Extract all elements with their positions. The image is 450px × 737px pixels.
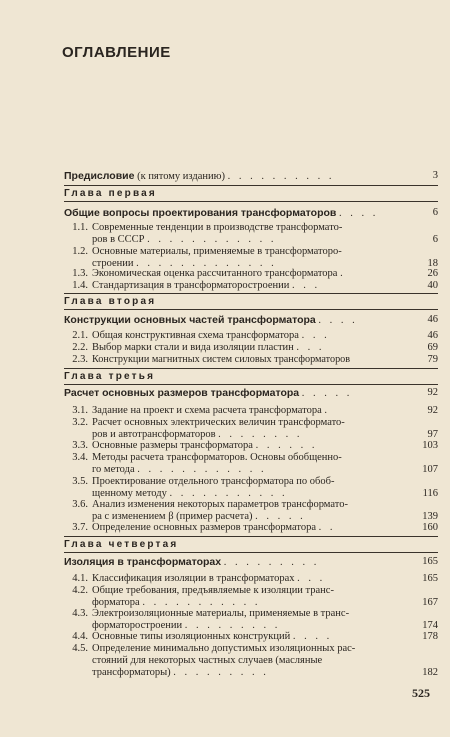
chapter-3-heading: Глава третья (64, 371, 156, 382)
divider (64, 201, 438, 202)
preface-dots: . . . . . . . . . . (227, 171, 335, 182)
chapter-4-subtitle: Изоляция в трансформаторах . . . . . . . . . 165 (64, 556, 438, 568)
toc-entry: 3.4. Методы расчета трансформаторов. Основы обобщенно- го метода . . . . . . . . . . . . 107 (72, 452, 438, 475)
divider (64, 536, 438, 537)
toc-entry: 4.2. Общие требования, предъявляемые к изоляции транс- форматора . . . . . . . . . . . 167 (72, 585, 438, 608)
divider (64, 368, 438, 369)
chapter-4-heading: Глава четвертая (64, 539, 179, 550)
chapter-1-heading: Глава первая (64, 188, 157, 199)
divider (64, 384, 438, 385)
toc-entry: 3.5. Проектирование отдельного трансформатора по обоб- щенному методу . . . . . . . . . . . 116 (72, 476, 438, 499)
chapter-2-subtitle: Конструкции основных частей трансформатора . . . . 46 (64, 314, 438, 326)
preface-page: 3 (432, 170, 438, 181)
chapter-2-heading: Глава вторая (64, 296, 157, 307)
chapter-1-subtitle: Общие вопросы проектирования трансформаторов . . . . 6 (64, 207, 438, 219)
divider (64, 309, 438, 310)
toc-entry: 1.2. Основные материалы, применяемые в трансформаторо- строении . . . . . . . . . . . . . 18 (72, 246, 438, 269)
toc-entry: 3.6. Анализ изменения некоторых параметров трансформато- ра с изменением β (пример расчета) . . . . . 139 (72, 499, 438, 522)
page-title: ОГЛАВЛЕНИЕ (62, 44, 171, 61)
toc-entry: 4.3. Электроизоляционные материалы, применяемые в транс- форматоростроении . . . . . . . . . 174 (72, 608, 438, 631)
toc-entry: 1.1. Современные тенденции в производстве трансформато- ров в СССР . . . . . . . . . . . . 6 (72, 222, 438, 245)
chapter-3-subtitle: Расчет основных размеров трансформатора . . . . . 92 (64, 387, 438, 399)
divider (64, 185, 438, 186)
preface-note: (к пятому изданию) (137, 171, 225, 182)
toc-page: ОГЛАВЛЕНИЕ Предисловие (к пятому изданию) . . . . . . . . . . 3 Глава первая Общие вопросы проектирования трансформаторов . . . . 6 1.1. Современные тенденции в производстве трансформато- ров в СССР . . . . . . . . . . . . 6 1.2. Основные материалы, применяемые в трансформаторо- строении . . . . . . . . . . . . . 18 1.3. Экономическая оценка рассчитанного трансформатора . 26 1.4. Стандартизация в трансформаторостроении . . . 40 Глава вторая Конструкции основных частей трансформатора . . . . 46 2.1. Общая конструктивная схема трансформатора . . . 46 2.2. Выбор марки стали и вида изоляции пластин . . . 69 2.3. Конструкции магнитных систем силовых трансформаторов 79 Глава третья Расчет основных размеров трансформатора . . . . . 92 3.1. Задание на проект и схема расчета трансформатора . 92 3.2. Расчет основных электрических величин трансформато- ров и автотрансформаторов . . . . . . . . 97 3.3. Основные размеры трансформатора . . . . . . 103 3.4. Методы расчета трансформаторов. Основы обобщенно- го метода . . . . . . . . . . . . 107 3.5. Проектирование отдельного трансформатора по обоб- щенному методу . . . . . . . . . . . 116 3.6. Анализ изменения некоторых параметров трансформато- ра с изменением β (пример расчета) . . . . . 139 3.7. Определение основных размеров трансформатора . . 160 Глава четвертая Изоляция в трансформаторах . . . . . . . . . 165 4.1. Классификация изоляции в трансформаторах . . . 165 4.2. Общие требования, предъявляемые к изоляции транс- форматора . . . . . . . . . . . 167 4.3. Электроизоляционные материалы, применяемые в транс- форматоростроении . . . . . . . . . 174 4.4. Основные типы изоляционных конструкций . . . . 178 4.5. Определение минимально допустимых изоляционных рас- стояний для некоторых частных случаев (масляные трансформаторы) . . . . . . . . . 182 525 (62, 44, 438, 700)
preface-row (64, 170, 438, 183)
divider (64, 552, 438, 553)
toc-entry: 3.2. Расчет основных электрических величин трансформато- ров и автотрансформаторов . . . . . . . . 97 (72, 417, 438, 440)
toc-entry: 4.5. Определение минимально допустимых изоляционных рас- стояний для некоторых частных случаев (масляные трансформаторы) . . . . . . . . . 182 (72, 643, 438, 678)
preface-label: Предисловие (64, 170, 135, 182)
divider (64, 293, 438, 294)
page-number: 525 (412, 686, 430, 700)
